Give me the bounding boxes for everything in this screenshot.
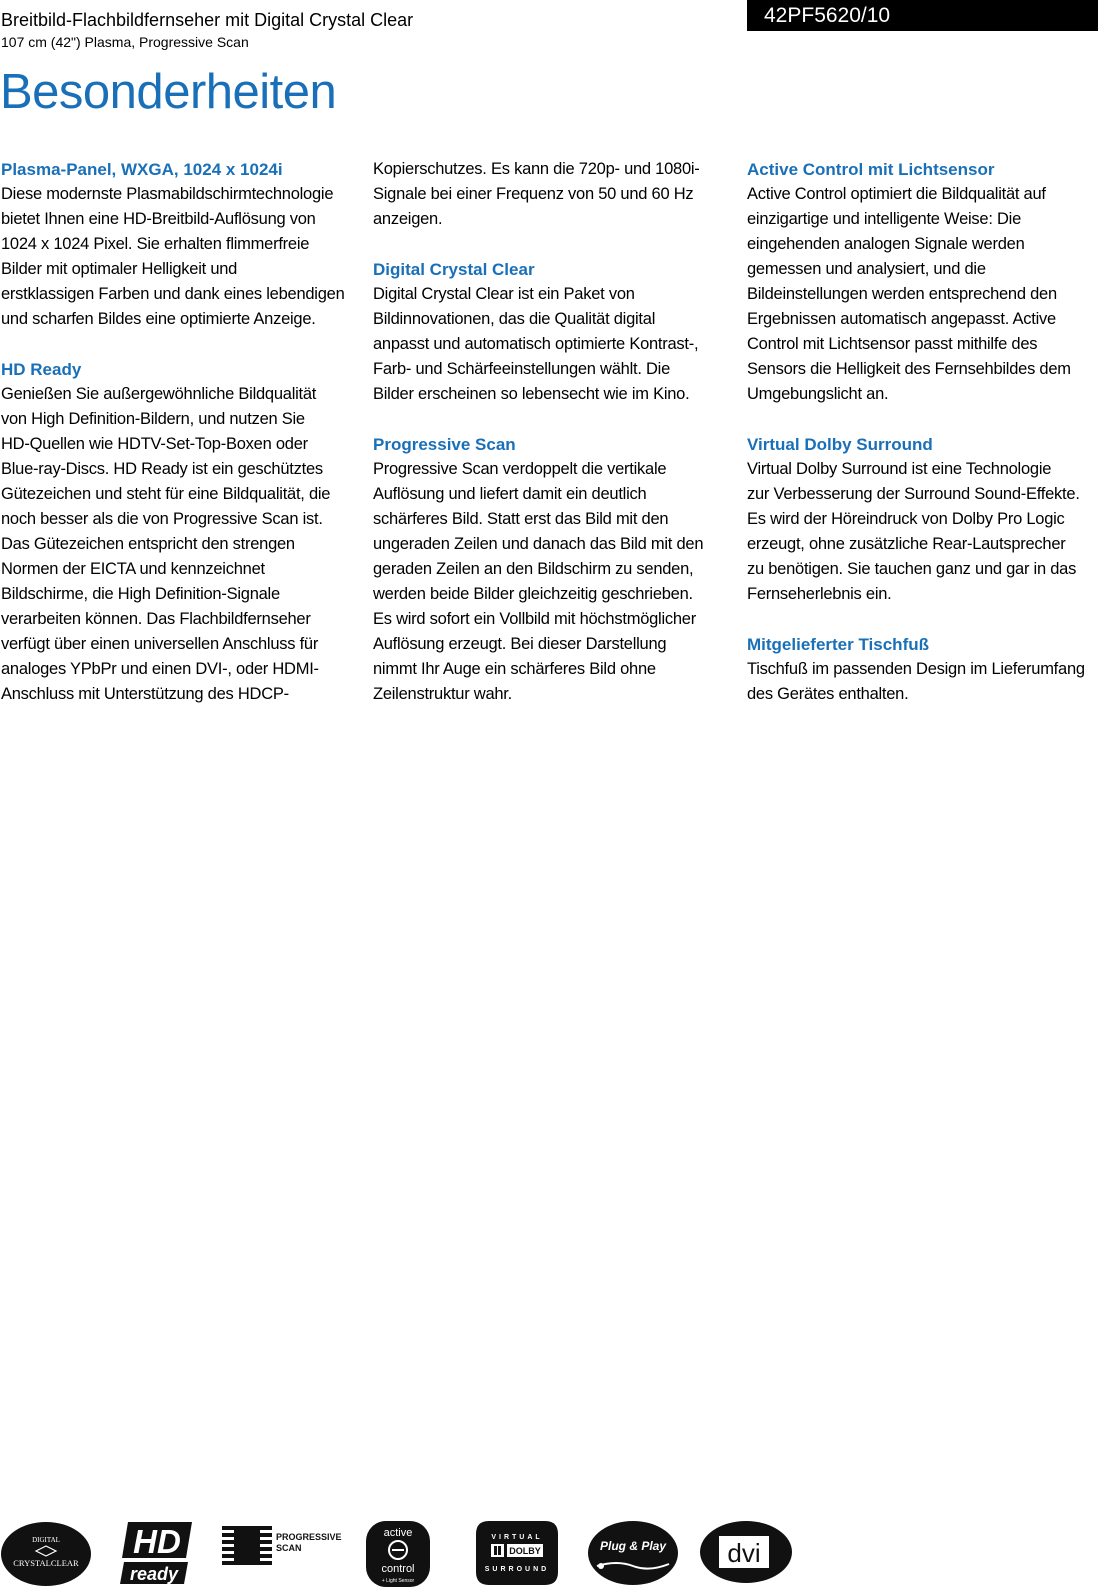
model-number-badge: 42PF5620/10: [747, 0, 1098, 31]
header-subtitle: 107 cm (42") Plasma, Progressive Scan: [1, 34, 249, 50]
logo-row: [0, 1520, 1098, 1589]
feature-progressive-scan: [373, 432, 724, 707]
svg-text:ready: ready: [129, 1564, 179, 1584]
svg-text:SCAN: SCAN: [276, 1543, 302, 1553]
header-title: Breitbild-Flachbildfernseher mit Digital Crystal Clear: [1, 10, 414, 30]
svg-text:DOLBY: DOLBY: [509, 1546, 541, 1556]
crystal-clear-logo-icon: [0, 1520, 92, 1588]
svg-text:active: active: [383, 1527, 413, 1539]
feature-hd-ready: [1, 357, 352, 707]
feature-title: Active Control mit Lichtsensor: [747, 160, 995, 179]
feature-text: Genießen Sie außergewöhnliche Bildqualität von High Definition-Bildern, und nutzen Sie HD-Quellen wie HDTV-Set-Top-Boxen oder Blue-ray-Discs. HD Ready ist ein geschütztes Gütezeichen und steht für eine Bildqualität, die noch besser als die von Progressive Scan ist. Das Gütezeichen entspricht den strengen Normen der EICTA und kennzeichnet Bildschirme, die High Definition-Signale verarbeiten können. Das Flachbildfernseher verfügt über einen universellen Anschluss für analoges YPbPr und einen DVI-, oder HDMI- Anschluss mit Unterstützung des HDCP-: [1, 385, 331, 703]
feature-hd-ready-continued: [373, 157, 724, 232]
feature-title: Plasma-Panel, WXGA, 1024 x 1024i: [1, 160, 283, 179]
feature-column-1: [1, 157, 352, 732]
feature-text: Digital Crystal Clear ist ein Paket von Bildinnovationen, das die Qualität digital anpasst und automatisch optimierte Kontrast-, Farb- und Schärfeeinstellungen wählt. Die Bilder erscheinen so lebensecht wie im Kino.: [373, 285, 699, 403]
progressive-scan-logo-icon: [222, 1520, 344, 1570]
feature-text: Tischfuß im passenden Design im Lieferumfang des Gerätes enthalten.: [747, 660, 1085, 703]
page-title: Besonderheiten: [0, 65, 337, 119]
plug-and-play-logo-icon: [587, 1520, 679, 1586]
svg-text:+ Light Sensor: + Light Sensor: [381, 1578, 415, 1584]
feature-text: Virtual Dolby Surround ist eine Technologie zur Verbesserung der Surround Sound-Effekte. Es wird der Höreindruck von Dolby Pro Logic erzeugt, ohne zusätzliche Rear-Lautsprecher zu benötigen. Sie tauchen ganz und gar in das Fernseherlebnis ein.: [747, 460, 1080, 603]
svg-text:CRYSTALCLEAR: CRYSTALCLEAR: [13, 1558, 79, 1568]
feature-column-3: [747, 157, 1098, 732]
feature-text: Diese modernste Plasmabildschirmtechnologie bietet Ihnen eine HD-Breitbild-Auflösung von 1024 x 1024 Pixel. Sie erhalten flimmerfreie Bilder mit optimaler Helligkeit und erstklassigen Farben und dank eines lebendigen und scharfen Bildes eine optimierte Anzeige.: [1, 185, 345, 328]
feature-title: HD Ready: [1, 360, 82, 379]
feature-column-2: [373, 157, 724, 732]
feature-plasma-panel: [1, 157, 352, 332]
feature-table-stand: [747, 632, 1098, 707]
svg-text:control: control: [381, 1563, 415, 1575]
dolby-surround-logo-icon: [475, 1520, 559, 1586]
feature-title: Virtual Dolby Surround: [747, 435, 933, 454]
feature-text: Active Control optimiert die Bildqualität auf einzigartige und intelligente Weise: Die eingehenden analogen Signale werden gemessen und analysiert, und die Bildeinstellungen werden entsprechend den Ergebnissen automatisch angepasst. Active Control mit Lichtsensor passt mithilfe des Sensors die Helligkeit des Fernsehbildes dem Umgebungslicht an.: [747, 185, 1071, 403]
svg-text:Plug & Play: Plug & Play: [599, 1539, 667, 1553]
feature-text: Kopierschutzes. Es kann die 720p- und 1080i- Signale bei einer Frequenz von 50 und 60 Hz anzeigen.: [373, 160, 700, 228]
svg-text:DIGITAL: DIGITAL: [32, 1536, 60, 1544]
feature-virtual-dolby-surround: [747, 432, 1098, 607]
feature-text: Progressive Scan verdoppelt die vertikale Auflösung und liefert damit ein deutlich schärferes Bild. Statt erst das Bild mit den ungeraden Zeilen und danach das Bild mit den geraden Zeilen an den Bildschirm zu senden, werden beide Bilder gleichzeitig geschrieben. Es wird sofort ein Vollbild mit höchstmöglicher Auflösung erzeugt. Bei dieser Darstellung nimmt Ihr Auge ein schärferes Bild ohne Zeilenstruktur wahr.: [373, 460, 704, 703]
feature-title: Digital Crystal Clear: [373, 260, 535, 279]
feature-title: Mitgelieferter Tischfuß: [747, 635, 929, 654]
feature-title: Progressive Scan: [373, 435, 516, 454]
dvi-logo-icon: [699, 1520, 793, 1584]
active-control-logo-icon: [365, 1520, 431, 1588]
hd-ready-logo-icon: [120, 1520, 194, 1586]
svg-text:VIRTUAL: VIRTUAL: [491, 1534, 543, 1541]
svg-text:HD: HD: [133, 1523, 181, 1560]
svg-text:SURROUND: SURROUND: [484, 1566, 550, 1573]
feature-active-control: [747, 157, 1098, 407]
svg-text:dvi: dvi: [727, 1538, 761, 1568]
feature-digital-crystal-clear: [373, 257, 724, 407]
svg-text:PROGRESSIVE: PROGRESSIVE: [276, 1532, 342, 1542]
